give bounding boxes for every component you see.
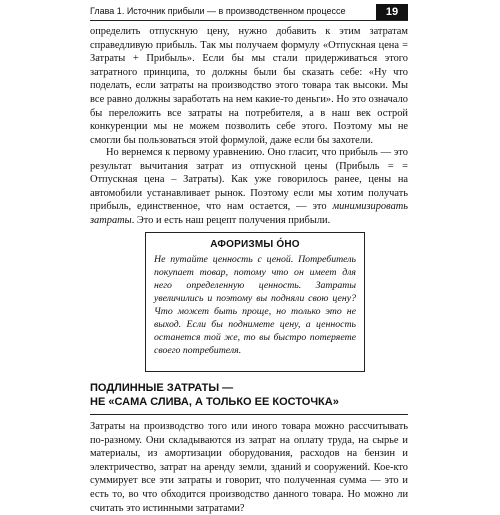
running-header <box>90 4 408 21</box>
aphorism-title: АФОРИЗМЫ ÓНО <box>210 239 300 250</box>
paragraph-2-start: Но вернемся к первому уравнению. Оно гласит, что прибыль — это результат вычитания затрат из отпускной цены (Прибыль = = Отпускная цена – Затраты). Как уже говорилось ранее, цены на автомобили устанавливает рынок. Поэтому если мы хотим получать прибыль, единственное, что нам остается, — это <box>90 147 408 213</box>
paragraph-2-end: . Это и есть наш рецепт получения прибыли. <box>131 214 331 226</box>
paragraph-1: определить отпускную цену, нужно добавить к этим затратам справедливую прибыль. Так мы получаем формулу «Отпускная цена = Затраты + Прибыль». Если бы мы стали придерживаться этого затратного принципа, то должны были бы сказать себе: «Ну что поделать, если затраты на производство этого товара так высоки. Мы все равно должны заработать на нем какие-то деньги». Но это означало бы переложить все затраты на потребителя, а в наш век острой конкуренции мы не можем позволить себе этого. Поэтому мы не смогли бы пользоваться этой формулой, даже если бы захотели. <box>90 26 408 146</box>
section-heading-line-2: НЕ «САМА СЛИВА, А ТОЛЬКО ЕЕ КОСТОЧКА» <box>90 396 339 408</box>
paragraph-2 <box>90 146 408 228</box>
section-heading <box>90 381 408 409</box>
chapter-title: Глава 1. Источник прибыли — в производственном процессе <box>90 6 346 16</box>
section-heading-line-1: ПОДЛИННЫЕ ЗАТРАТЫ — <box>90 382 234 394</box>
paragraph-2-emphasis: минимизировать затраты <box>90 201 408 226</box>
section-divider <box>90 414 408 415</box>
page-number: 19 <box>376 4 408 20</box>
aphorism-box <box>145 232 365 372</box>
aphorism-text: Не путайте ценность с ценой. Потребитель покупает товар, потому что он имеет для него определенную ценность. Затраты увеличились и поэтому вы подняли свою цену? Что может быть проще, но только это не выход. Если бы поднимете цену, а ценность останется той же, то вы быстро потеряете своего потребителя. <box>154 254 356 356</box>
paragraph-3: Затраты на производство того или иного товара можно рассчитывать по-разному. Они складываются из затрат на оплату труда, на сырье и материалы, из амортизации оборудования, расходов на бензин и электричество, затрат на аренду земли, зданий и сооружений. Кое-кто суммирует все эти затраты и говорит, что полученная сумма — это и есть то, во что обходится производство данного товара. Но можно ли считать это истинными затратами? <box>90 421 408 514</box>
